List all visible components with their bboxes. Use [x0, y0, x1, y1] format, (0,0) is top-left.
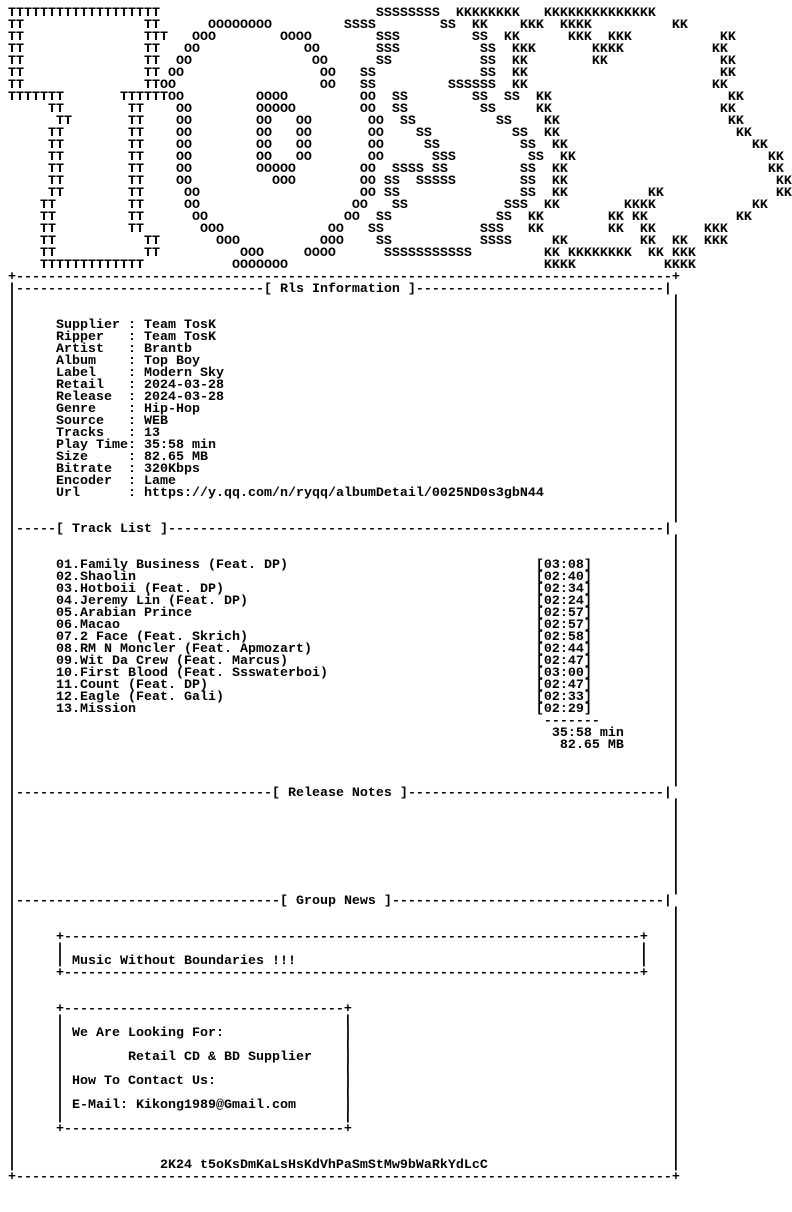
nfo-text: |	[8, 714, 544, 729]
logo-ascii-row: TTTTTTTTTTTTT OOOOOOO KKKK KKKK	[8, 258, 696, 273]
nfo-text: |	[8, 666, 56, 681]
track-time: [02:40]	[535, 570, 592, 585]
nfo-text: :	[127, 378, 144, 393]
nfo-text: | |	[8, 306, 680, 321]
nfo-text: |	[591, 570, 680, 585]
nfo-text: | |	[8, 750, 680, 765]
nfo-text: |	[8, 354, 56, 369]
nfo-text: | |	[223, 1026, 680, 1041]
track-time: [02:47]	[535, 654, 592, 669]
nfo-text: |	[215, 330, 680, 345]
info-label: Album	[56, 354, 128, 369]
nfo-text: :	[127, 450, 144, 465]
nfo-text: | |	[8, 1026, 72, 1041]
nfo-text: |	[8, 414, 56, 429]
track-title: 03.Hotboii (Feat. DP)	[56, 582, 224, 597]
nfo-text: | |	[8, 846, 680, 861]
nfo-text: |	[167, 414, 680, 429]
total-size: 82.65 MB	[559, 738, 624, 753]
nfo-text: | +-----------------------------------+ |	[8, 1002, 680, 1017]
nfo-text: | | | |	[8, 1086, 680, 1101]
nfo-text: |	[591, 678, 680, 693]
nfo-text: |	[8, 462, 56, 477]
nfo-text: |	[8, 558, 56, 573]
nfo-text: | |	[8, 510, 680, 525]
nfo-text: :	[127, 414, 144, 429]
nfo-text: | |	[8, 810, 680, 825]
nfo-text: | |	[8, 798, 680, 813]
nfo-text: :	[127, 402, 144, 417]
nfo-text: --------------------------------|	[407, 786, 672, 801]
nfo-text: |	[215, 318, 680, 333]
nfo-text: | |	[8, 546, 680, 561]
track-time: [02:58]	[535, 630, 592, 645]
nfo-text: | |	[8, 954, 72, 969]
nfo-text: | |	[8, 918, 680, 933]
nfo-text: | | | |	[8, 1062, 680, 1077]
track-title: 13.Mission	[56, 702, 136, 717]
track-time: [02:34]	[535, 582, 592, 597]
logo-ascii-row: TT TT OO OO SS SS KK KK KK	[8, 54, 736, 69]
nfo-text: |	[591, 666, 680, 681]
nfo-text: |	[591, 654, 680, 669]
nfo-text: |	[8, 570, 56, 585]
nfo-text: |---------------------------------	[8, 894, 280, 909]
track-time: [02:57]	[535, 606, 592, 621]
track-title: 08.RM N Moncler (Feat. Apmozart)	[56, 642, 312, 657]
nfo-text: | |	[8, 774, 680, 789]
nfo-text: |	[159, 426, 680, 441]
nfo-text: |	[8, 582, 56, 597]
nfo-text: |-----	[8, 522, 56, 537]
nfo-text: | |	[8, 1098, 72, 1113]
nfo-text: | |	[8, 858, 680, 873]
looking-for-value: Retail CD & BD Supplier	[127, 1050, 312, 1065]
nfo-text: |	[591, 558, 680, 573]
logo-ascii-row: TT TT OOO OO SS SSS KK KK KK KKK	[8, 222, 728, 237]
contact-label: How To Contact Us:	[72, 1074, 216, 1089]
nfo-text: | |	[8, 498, 680, 513]
nfo-text: |	[8, 426, 56, 441]
nfo-text: |	[8, 642, 56, 657]
nfo-text: |	[8, 390, 56, 405]
logo-ascii-row: TT TT OO OO SS SS KK KK KK KK	[8, 210, 752, 225]
nfo-text: |	[599, 714, 680, 729]
logo-ascii-row: TT TT OO OO SS SS KK KK KK	[8, 186, 792, 201]
nfo-text: |	[8, 726, 552, 741]
nfo-text: |	[591, 618, 680, 633]
info-value: 35:58 min	[143, 438, 216, 453]
track-title: 11.Count (Feat. DP)	[56, 678, 208, 693]
info-label: Play Time	[56, 438, 128, 453]
nfo-text: |	[223, 390, 680, 405]
info-label: Url	[56, 486, 128, 501]
nfo-text: |	[591, 702, 680, 717]
nfo-text: |	[207, 450, 680, 465]
nfo-text: | | | |	[8, 1110, 680, 1125]
info-value: Team TosK	[143, 330, 216, 345]
track-title: 09.Wit Da Crew (Feat. Marcus)	[56, 654, 288, 669]
nfo-text: | |	[8, 762, 680, 777]
nfo-text: |	[8, 690, 56, 705]
info-value: 2024-03-28	[143, 378, 224, 393]
logo-ascii-row: TT TT OO OO SSS SS KKK KKKK KK	[8, 42, 728, 57]
nfo-text: |	[8, 594, 56, 609]
nfo-text: :	[127, 486, 144, 501]
nfo-text: | |	[8, 822, 680, 837]
nfo-text: |	[8, 1158, 160, 1173]
nfo-text: |	[591, 594, 680, 609]
track-time: [03:00]	[535, 666, 592, 681]
logo-ascii-row: TT TTOO OO SS SSSSSS KK KK	[8, 78, 728, 93]
nfo-text: :	[127, 462, 144, 477]
info-value: Team TosK	[143, 318, 216, 333]
nfo-text: | |	[8, 1074, 72, 1089]
track-title: 05.Arabian Prince	[56, 606, 192, 621]
section-header: [ Release Notes ]	[271, 786, 408, 801]
nfo-text: |	[543, 486, 680, 501]
contact-email: E-Mail: Kikong1989@Gmail.com	[72, 1098, 296, 1113]
nfo-text: :	[127, 366, 144, 381]
info-value: 13	[143, 426, 160, 441]
nfo-text: |	[8, 438, 56, 453]
nfo-text: |	[223, 366, 680, 381]
nfo-text: |	[8, 342, 56, 357]
nfo-text: |	[623, 726, 680, 741]
nfo-text: |	[591, 582, 680, 597]
nfo-text: |	[8, 450, 56, 465]
logo-ascii-row: TT TT OO OO OO OO SS SS KK KK	[8, 126, 752, 141]
nfo-text: |	[591, 690, 680, 705]
nfo-text: :	[127, 390, 144, 405]
logo-ascii-row: TTTTTTTTTTTTTTTTTTT SSSSSSSS KKKKKKKK KKKKKKKKKKKKKK	[8, 6, 656, 21]
nfo-text: | | | |	[8, 1038, 680, 1053]
nfo-text: | |	[8, 882, 680, 897]
nfo-text: |	[591, 630, 680, 645]
group-motto: Music Without Boundaries !!!	[72, 954, 296, 969]
info-label: Tracks	[56, 426, 128, 441]
nfo-text: |	[8, 630, 56, 645]
nfo-text: |	[591, 642, 680, 657]
nfo-text: | |	[8, 906, 680, 921]
track-time: [02:33]	[535, 690, 592, 705]
nfo-text: | |	[8, 990, 680, 1005]
nfo-text: |	[623, 738, 680, 753]
track-title: 06.Macao	[56, 618, 120, 633]
nfo-text: | |	[311, 1050, 680, 1065]
nfo-text: | |	[295, 954, 680, 969]
info-value: WEB	[143, 414, 168, 429]
nfo-text: |	[8, 366, 56, 381]
nfo-text: | |	[8, 834, 680, 849]
track-title: 07.2 Face (Feat. Skrich)	[56, 630, 248, 645]
nfo-text: | |	[215, 1074, 680, 1089]
logo-ascii-row: TT TT OO OO OO OO SSS SS KK KK	[8, 150, 784, 165]
track-time: [02:24]	[535, 594, 592, 609]
info-label: Release	[56, 390, 128, 405]
info-value: 82.65 MB	[143, 450, 208, 465]
section-header: [ Track List ]	[56, 522, 168, 537]
info-label: Bitrate	[56, 462, 128, 477]
nfo-text: |	[199, 402, 680, 417]
nfo-text: :	[127, 426, 144, 441]
footer-tag: 2K24 t5oKsDmKaLsHsKdVhPaSmStMw9bWaRkYdLcC	[159, 1158, 488, 1173]
nfo-text: :	[127, 342, 144, 357]
nfo-text: | +------------------------------------------------------------------------+ |	[8, 930, 680, 945]
track-time: [02:47]	[535, 678, 592, 693]
info-label: Label	[56, 366, 128, 381]
track-time: [02:44]	[535, 642, 592, 657]
track-time: [02:29]	[535, 702, 592, 717]
track-title: 01.Family Business (Feat. DP)	[56, 558, 288, 573]
info-label: Retail	[56, 378, 128, 393]
nfo-text: | |	[8, 534, 680, 549]
total-time: 35:58 min	[551, 726, 624, 741]
logo-ascii-row: TT TT OO OO OO OO SS SS KK KK	[8, 138, 768, 153]
nfo-text: |	[591, 606, 680, 621]
track-time: [02:57]	[535, 618, 592, 633]
nfo-text: | | | |	[8, 1014, 680, 1029]
nfo-text: | |	[295, 1098, 680, 1113]
logo-ascii-row: TT TT OO OO SS SSS KK KKKK KK	[8, 198, 768, 213]
nfo-text: |	[191, 342, 680, 357]
track-title: 02.Shaolin	[56, 570, 136, 585]
nfo-text: | |	[8, 1146, 680, 1161]
nfo-text: :	[127, 354, 144, 369]
info-value: https://y.qq.com/n/ryqq/albumDetail/0025ND0s3gbN44	[143, 486, 544, 501]
nfo-text: --------------------------------------------------------------|	[167, 522, 672, 537]
nfo-text: | |	[8, 978, 680, 993]
track-title: 12.Eagle (Feat. Gali)	[56, 690, 224, 705]
track-title: 10.First Blood (Feat. Ssswaterboi)	[56, 666, 328, 681]
nfo-text: |--------------------------------	[8, 786, 272, 801]
nfo-text: |	[223, 378, 680, 393]
logo-ascii-row: TT TT OOO OOO SS SSSS KK KK KK KKK	[8, 234, 728, 249]
info-value: 2024-03-28	[143, 390, 224, 405]
nfo-text: |	[199, 354, 680, 369]
nfo-text: :	[127, 474, 144, 489]
nfo-text: +----------------------------------------------------------------------------------+	[8, 1170, 680, 1185]
looking-for-label: We Are Looking For:	[72, 1026, 224, 1041]
nfo-text: |	[487, 1158, 680, 1173]
nfo-text: +----------------------------------------------------------------------------------+	[8, 270, 680, 285]
info-value: Lame	[143, 474, 176, 489]
info-label: Artist	[56, 342, 128, 357]
nfo-text: |	[8, 402, 56, 417]
nfo-text: :	[127, 438, 144, 453]
info-value: Modern Sky	[143, 366, 224, 381]
nfo-text: |	[8, 474, 56, 489]
nfo-text: |	[8, 738, 560, 753]
nfo-text: | | | |	[8, 942, 680, 957]
logo-ascii-row: TT TT OO OOOOO OO SS SS KK KK	[8, 102, 736, 117]
section-header: [ Rls Information ]	[263, 282, 416, 297]
info-value: Hip-Hop	[143, 402, 200, 417]
nfo-text: ----------------------------------|	[391, 894, 672, 909]
logo-ascii-row: TT TT OO OOO OO SS SSSSS SS KK KK	[8, 174, 792, 189]
track-title: 04.Jeremy Lin (Feat. DP)	[56, 594, 248, 609]
logo-ascii-row: TTTTTTT TTTTTTOO OOOO OO SS SS SS KK KK	[8, 90, 744, 105]
totals-rule: -------	[543, 714, 600, 729]
section-header: [ Group News ]	[279, 894, 392, 909]
info-label: Ripper	[56, 330, 128, 345]
info-value: 320Kbps	[143, 462, 200, 477]
logo-ascii-row: TT TT OOO OOOO SSSSSSSSSSS KK KKKKKKKK KK KKK	[8, 246, 696, 261]
nfo-text: |	[175, 474, 680, 489]
nfo-text: | |	[8, 1134, 680, 1149]
nfo-text: | |	[8, 294, 680, 309]
info-label: Source	[56, 414, 128, 429]
nfo-text: |	[8, 654, 56, 669]
info-value: Top Boy	[143, 354, 200, 369]
info-label: Genre	[56, 402, 128, 417]
nfo-text: -------------------------------|	[415, 282, 672, 297]
nfo-text: |	[8, 702, 56, 717]
logo-ascii-row: TT TT OO OO SS SS KK KK	[8, 66, 736, 81]
nfo-text: |	[8, 486, 56, 501]
nfo-text: :	[127, 318, 144, 333]
nfo-text: |-------------------------------	[8, 282, 264, 297]
track-time: [03:08]	[535, 558, 592, 573]
nfo-text: :	[127, 330, 144, 345]
nfo-text: |	[8, 378, 56, 393]
nfo-text: | +------------------------------------------------------------------------+ |	[8, 966, 680, 981]
nfo-text: | |	[8, 870, 680, 885]
nfo-text: | |	[8, 1050, 128, 1065]
box-bottom	[8, 1170, 680, 1185]
info-label: Encoder	[56, 474, 128, 489]
logo-ascii-row: TT TT OOOOOOOO SSSS SS KK KKK KKKK KK	[8, 18, 688, 33]
logo-ascii-row: TT TT OO OOOOO OO SSSS SS SS KK KK	[8, 162, 784, 177]
nfo-text: | +-----------------------------------+ |	[8, 1122, 680, 1137]
logo-ascii-row: TT TT OO OO OO OO SS SS KK KK	[8, 114, 744, 129]
nfo-text: |	[8, 606, 56, 621]
nfo-text: |	[199, 462, 680, 477]
nfo-text: |	[8, 618, 56, 633]
info-label: Size	[56, 450, 128, 465]
info-label: Supplier	[56, 318, 128, 333]
nfo-text: |	[8, 318, 56, 333]
logo-ascii-row: TT TTT OOO OOOO SSS SS KK KKK KKK KK	[8, 30, 736, 45]
nfo-text: |	[8, 678, 56, 693]
nfo-text: |	[215, 438, 680, 453]
nfo-text: |	[8, 330, 56, 345]
info-value: Brantb	[143, 342, 192, 357]
